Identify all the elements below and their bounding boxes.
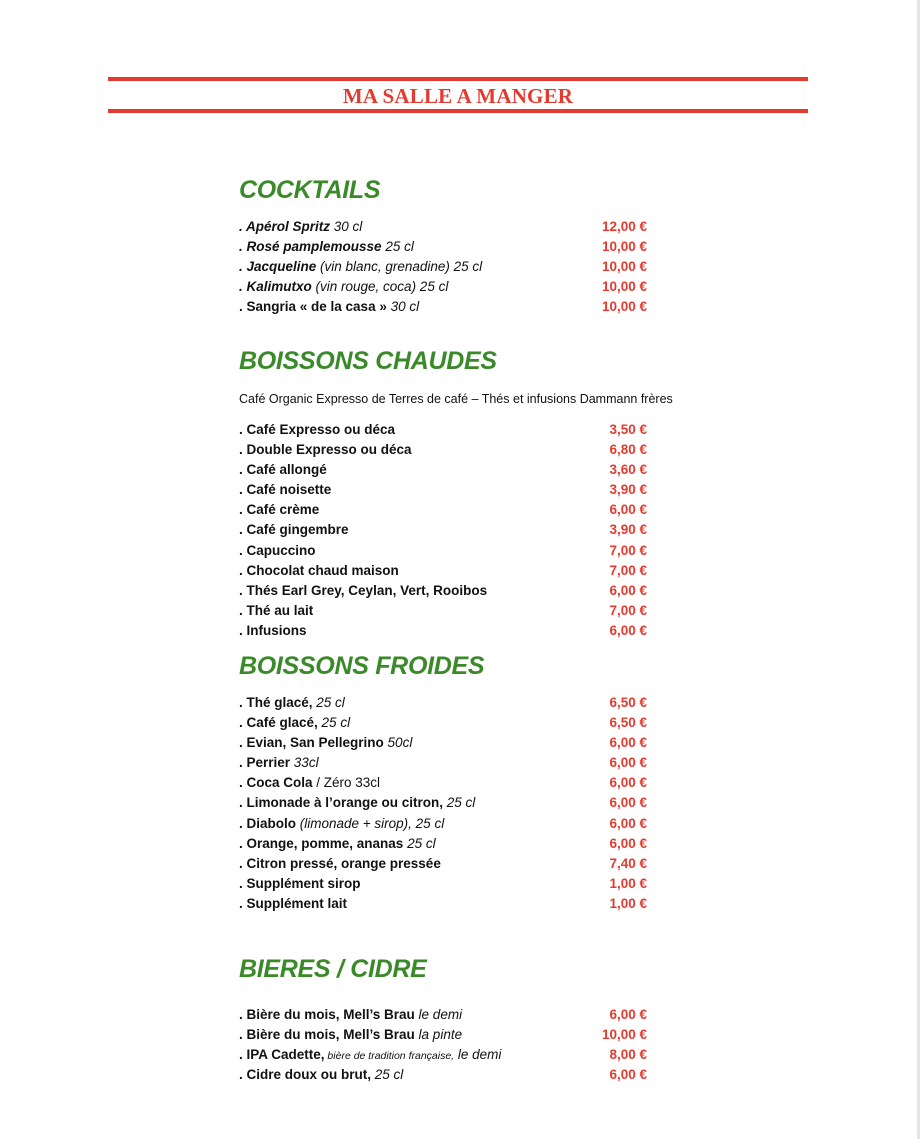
item-name: . Perrier: [239, 755, 291, 771]
item-name: . Diabolo: [239, 815, 296, 831]
header-rule-top: [108, 77, 808, 81]
item-detail: 50cl: [383, 735, 413, 751]
menu-item: [239, 693, 669, 713]
item-detail: la pinte: [414, 1027, 463, 1043]
menu-item: [239, 541, 669, 561]
item-detail: 25 cl: [381, 239, 414, 255]
item-detail: (vin rouge, coca) 25 cl: [311, 279, 449, 295]
item-price: 6,00 €: [609, 1007, 647, 1022]
header-rule-bottom: [108, 109, 808, 113]
item-detail: 30 cl: [386, 299, 420, 315]
item-detail: (vin blanc, grenadine) 25 cl: [316, 259, 483, 275]
item-price: 6,00 €: [609, 622, 647, 638]
menu-item: [239, 773, 669, 793]
item-price: 1,00 €: [609, 875, 647, 891]
item-detail: le demi: [414, 1007, 463, 1022]
item-detail: 25 cl: [312, 695, 345, 710]
menu-item: [239, 217, 669, 237]
cocktails-list: [239, 217, 669, 317]
menu-item: [239, 257, 669, 277]
item-detail: le demi: [454, 1047, 502, 1063]
item-name: . Supplément sirop: [239, 875, 361, 891]
item-price: 6,80 €: [609, 442, 647, 458]
menu-item: [239, 601, 669, 621]
menu-item: [239, 733, 669, 753]
menu-item: [239, 814, 669, 834]
item-price: 1,00 €: [609, 895, 647, 911]
section-boissons-chaudes: [239, 346, 673, 641]
item-detail: 25 cl: [317, 715, 351, 731]
item-price: 6,00 €: [609, 735, 647, 751]
item-detail: 25 cl: [443, 795, 476, 811]
menu-item: [239, 1025, 669, 1045]
item-name: . Double Expresso ou déca: [239, 442, 412, 458]
menu-item: [239, 713, 669, 733]
boissons-chaudes-list: [239, 420, 669, 641]
item-name: . Café crème: [239, 502, 320, 518]
section-title-boissons-froides: BOISSONS FROIDES: [239, 652, 485, 680]
item-detail: 25 cl: [371, 1067, 404, 1083]
item-name: . Orange, pomme, ananas: [239, 835, 404, 851]
item-price: 10,00 €: [601, 279, 647, 295]
item-name: . Supplément lait: [239, 895, 348, 911]
section-boissons-froides: [239, 651, 669, 914]
menu-item: [239, 277, 669, 297]
menu-item: [239, 297, 669, 317]
item-name: . Chocolat chaud maison: [239, 562, 399, 578]
item-price: 8,00 €: [609, 1047, 647, 1063]
menu-item: [239, 420, 669, 440]
item-name: . Café gingembre: [239, 522, 349, 538]
section-note: Café Organic Expresso de Terres de café – Thés et infusions Dammann frères: [239, 392, 673, 406]
menu-item: [239, 834, 669, 854]
bieres-cidre-list: [239, 1005, 669, 1085]
item-detail: / Zéro 33cl: [312, 775, 381, 791]
item-name: . Coca Cola: [239, 775, 313, 791]
section-title-boissons-chaudes: BOISSONS CHAUDES: [239, 347, 497, 375]
item-price: 7,00 €: [609, 542, 647, 558]
item-detail: 33cl: [290, 755, 319, 771]
item-price: 7,00 €: [609, 602, 647, 618]
item-note: bière de tradition française,: [324, 1050, 455, 1063]
item-detail: 25 cl: [403, 835, 436, 851]
item-price: 6,00 €: [609, 755, 647, 771]
item-name: . Kalimutxo: [239, 279, 312, 295]
item-price: 6,00 €: [609, 502, 647, 518]
item-name: . Evian, San Pellegrino: [239, 735, 384, 751]
item-price: 12,00 €: [601, 219, 647, 234]
menu-item: [239, 460, 669, 480]
item-name: . Limonade à l’orange ou citron,: [239, 795, 444, 811]
item-name: . Capuccino: [239, 542, 316, 558]
section-title-cocktails: COCKTAILS: [239, 176, 381, 204]
item-price: 3,50 €: [609, 422, 647, 437]
menu-item: [239, 874, 669, 894]
menu-item: [239, 237, 669, 257]
item-price: 6,00 €: [609, 775, 647, 791]
item-name: . Infusions: [239, 622, 307, 638]
section-cocktails: [239, 175, 669, 317]
item-price: 10,00 €: [601, 259, 647, 275]
item-price: 10,00 €: [601, 1027, 647, 1043]
item-name: . Apérol Spritz: [239, 219, 331, 234]
item-price: 10,00 €: [601, 239, 647, 255]
menu-item: [239, 1045, 669, 1065]
menu-item: [239, 581, 669, 601]
item-price: 6,50 €: [609, 695, 647, 710]
menu-item: [239, 894, 669, 914]
item-name: . Café Expresso ou déca: [239, 422, 396, 437]
item-price: 6,00 €: [609, 1067, 647, 1083]
item-detail: (limonade + sirop), 25 cl: [296, 815, 445, 831]
item-name: . Café glacé,: [239, 715, 318, 731]
menu-item: [239, 854, 669, 874]
menu-item: [239, 621, 669, 641]
item-price: 3,60 €: [609, 462, 647, 478]
menu-item: [239, 753, 669, 773]
item-name: . Thé glacé,: [239, 695, 313, 710]
item-name: . Jacqueline: [239, 259, 317, 275]
item-price: 6,50 €: [609, 715, 647, 731]
boissons-froides-list: [239, 693, 669, 914]
menu-item: [239, 520, 669, 540]
item-name: . Citron pressé, orange pressée: [239, 855, 441, 871]
item-price: 6,00 €: [609, 582, 647, 598]
item-price: 3,90 €: [609, 482, 647, 498]
menu-item: [239, 500, 669, 520]
section-title-bieres-cidre: BIERES / CIDRE: [239, 955, 427, 983]
menu-item: [239, 1065, 669, 1085]
item-name: . Sangria « de la casa »: [239, 299, 387, 315]
item-price: 10,00 €: [601, 299, 647, 315]
item-name: . Rosé pamplemousse: [239, 239, 382, 255]
item-name: . Cidre doux ou brut,: [239, 1067, 371, 1083]
item-price: 6,00 €: [609, 815, 647, 831]
menu-item: [239, 440, 669, 460]
item-price: 7,40 €: [609, 855, 647, 871]
item-name: . Thé au lait: [239, 602, 314, 618]
item-name: . Café noisette: [239, 482, 332, 498]
item-name: . Thés Earl Grey, Ceylan, Vert, Rooibos: [239, 582, 488, 598]
item-name: . Bière du mois, Mell’s Brau: [239, 1007, 415, 1022]
item-price: 6,00 €: [609, 835, 647, 851]
item-price: 6,00 €: [609, 795, 647, 811]
menu-item: [239, 793, 669, 813]
item-detail: 30 cl: [330, 219, 363, 234]
menu-item: [239, 561, 669, 581]
item-name: . IPA Cadette,: [239, 1047, 325, 1063]
menu-item: [239, 480, 669, 500]
section-bieres-cidre: [239, 954, 669, 1085]
item-name: . Bière du mois, Mell’s Brau: [239, 1027, 415, 1043]
menu-item: [239, 1005, 669, 1025]
page-title: MA SALLE A MANGER: [342, 84, 574, 108]
item-price: 7,00 €: [609, 562, 647, 578]
item-price: 3,90 €: [609, 522, 647, 538]
item-name: . Café allongé: [239, 462, 327, 478]
